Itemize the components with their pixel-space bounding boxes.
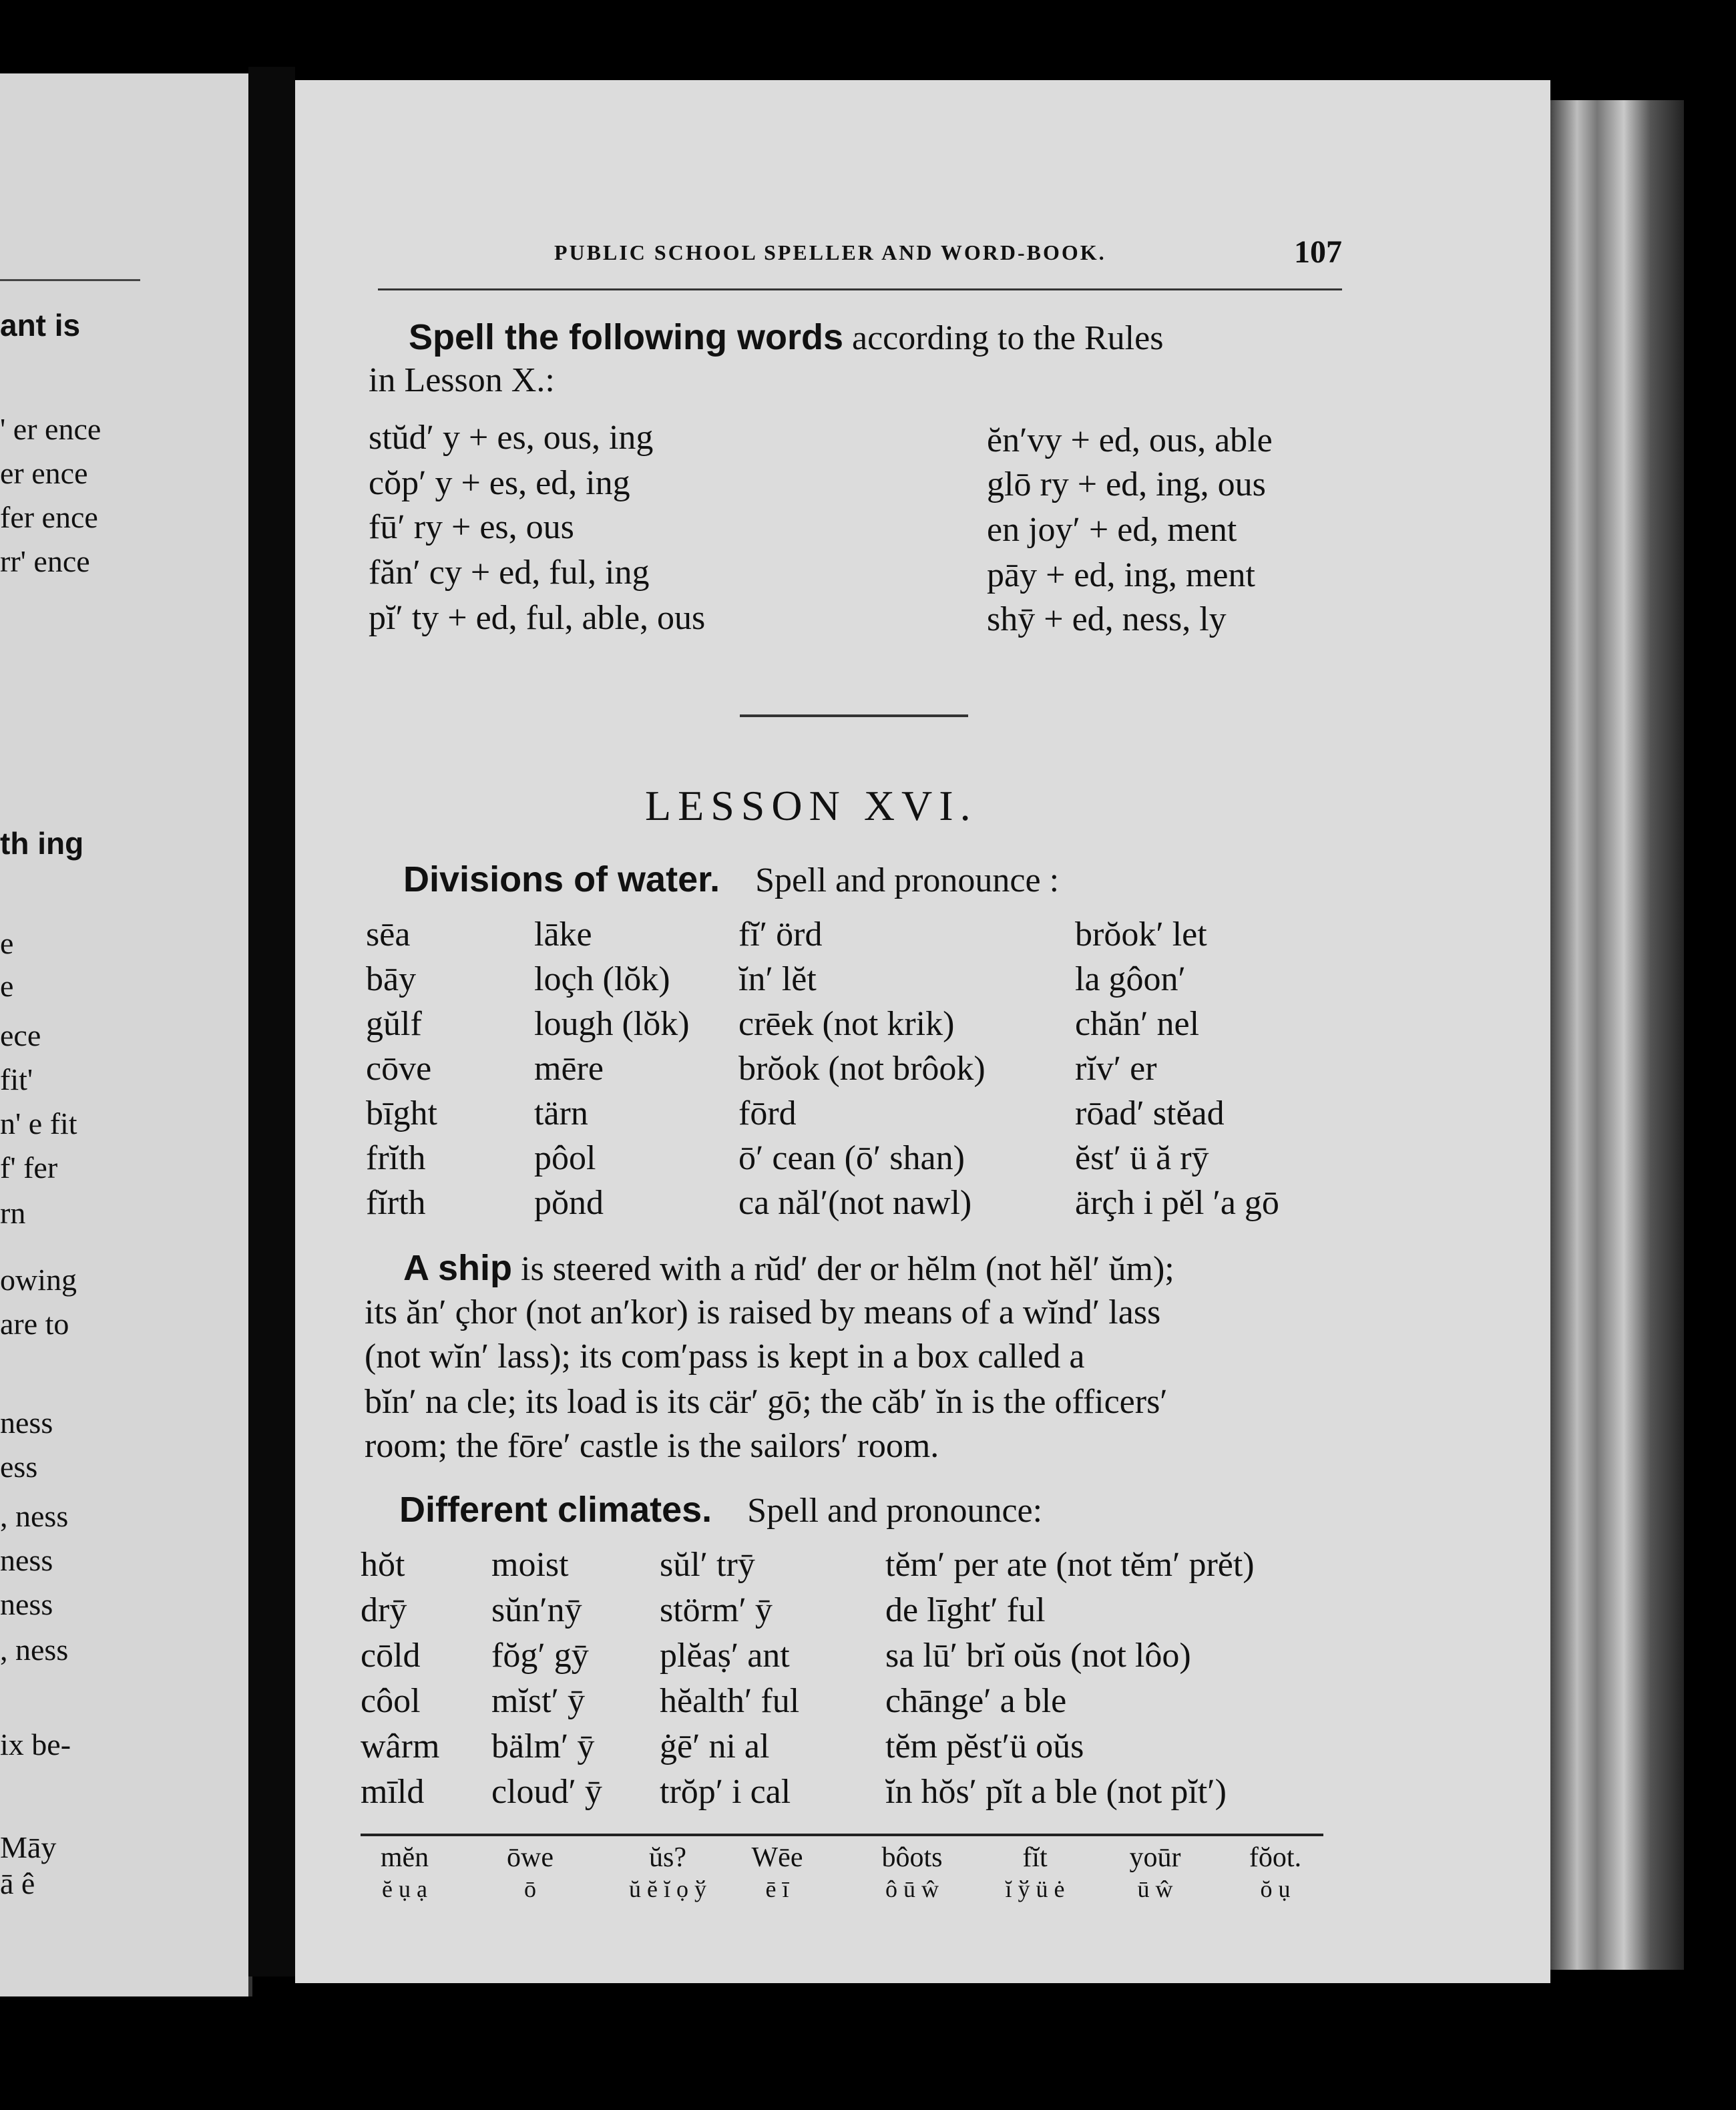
water-word: brŏok (not brôok) [738, 1050, 986, 1088]
water-word: fōrd [738, 1094, 797, 1132]
climates-word: côol [361, 1682, 421, 1720]
spell-heading-bold: Spell the following words [409, 317, 844, 357]
left-page-fragment: ' er ence [0, 412, 101, 446]
book-gutter [248, 67, 295, 1976]
left-page-fragment: er ence [0, 456, 88, 490]
water-word: mēre [534, 1050, 604, 1088]
spell-right-word: shȳ + ed, ness, ly [987, 600, 1227, 638]
ship-line [403, 1247, 1174, 1289]
key-word: Wēe [751, 1842, 803, 1873]
left-page-fragment: rr' ence [0, 544, 90, 578]
left-page-fragment: ā ê [0, 1866, 35, 1900]
water-word: pŏnd [534, 1184, 604, 1222]
left-page-fragment: ness [0, 1406, 53, 1440]
spell-left-word: fū′ ry + es, ous [369, 508, 574, 546]
key-marks: ĕ ụ ạ [382, 1876, 427, 1902]
climates-word: hŏt [361, 1546, 405, 1584]
section-divider [740, 714, 968, 717]
page-edges [1550, 100, 1684, 1970]
climates-word: drȳ [361, 1591, 407, 1629]
spell-right-word: pāy + ed, ing, ment [987, 556, 1255, 594]
spell-heading [409, 316, 1163, 358]
water-word: rĭv′ er [1075, 1050, 1157, 1088]
left-page-rule [0, 279, 140, 281]
spell-left-word: stŭd′ y + es, ous, ing [369, 419, 654, 457]
spell-heading-rest: according to the Rules [843, 319, 1164, 357]
spell-left-word: făn′ cy + ed, ful, ing [369, 554, 650, 592]
spell-left-word: cŏp′ y + es, ed, ing [369, 464, 630, 502]
water-word: fĭrth [366, 1184, 426, 1222]
climates-word: sa lū′ brĭ oŭs (not lôo) [885, 1637, 1191, 1675]
left-page-fragment: e [0, 969, 14, 1003]
climates-word: tĕm pĕst′ü oŭs [885, 1727, 1084, 1765]
ship-line: (not wĭn′ lass); its com′pass is kept in a box called a [365, 1337, 1085, 1376]
water-word: cōve [366, 1050, 432, 1088]
water-word: gŭlf [366, 1005, 422, 1043]
climates-word: fŏg′ gȳ [491, 1637, 589, 1675]
header-rule [378, 288, 1342, 290]
ship-lead: A ship [403, 1248, 513, 1288]
climates-word: bälm′ ȳ [491, 1727, 595, 1765]
spell-left-word: pĭ′ ty + ed, ful, able, ous [369, 599, 706, 637]
spell-right-word: glō ry + ed, ing, ous [987, 465, 1266, 503]
left-page-fragment: ess [0, 1450, 38, 1484]
lesson-title: LESSON XVI. [645, 782, 978, 829]
left-page-fragment: n' e fit [0, 1106, 77, 1140]
climates-word: sŭl′ trȳ [660, 1546, 755, 1584]
spell-right-word: ĕn′vy + ed, ous, able [987, 421, 1273, 459]
water-word: bāy [366, 960, 417, 998]
water-heading-rest: Spell and pronounce : [755, 861, 1060, 899]
left-page-fragment: rn [0, 1196, 26, 1230]
climates-word: trŏp′ i cal [660, 1773, 791, 1811]
key-word: yoūr [1129, 1842, 1181, 1873]
left-page-fragment: e [0, 926, 14, 960]
left-page-fragment: are to [0, 1307, 69, 1341]
climates-heading [399, 1489, 1042, 1530]
water-word: la gôon′ [1075, 960, 1186, 998]
climates-word: chānge′ a ble [885, 1682, 1067, 1720]
climates-word: störm′ ȳ [660, 1591, 773, 1629]
water-heading-bold: Divisions of water. [403, 859, 720, 899]
water-word: brŏok′ let [1075, 915, 1207, 954]
climates-word: moist [491, 1546, 569, 1584]
key-marks: ô ū ŵ [885, 1876, 939, 1902]
left-page-fragment: Māy [0, 1830, 57, 1864]
water-heading [403, 859, 1059, 900]
water-word: crēek (not krik) [738, 1005, 955, 1043]
climates-heading-bold: Different climates. [399, 1490, 712, 1530]
climates-word: ĭn hŏs′ pĭt a ble (not pĭt′) [885, 1773, 1227, 1811]
climates-word: ġē′ ni al [660, 1727, 770, 1765]
page-number: 107 [1294, 234, 1342, 270]
climates-word: de līght′ ful [885, 1591, 1046, 1629]
key-word: fĭt [1022, 1842, 1048, 1873]
water-word: ca năl′(not nawl) [738, 1184, 972, 1222]
climates-word: sŭn′nȳ [491, 1591, 582, 1629]
left-page-fragment: fer ence [0, 500, 98, 534]
spell-right-word: en joy′ + ed, ment [987, 511, 1237, 549]
water-word: chăn′ nel [1075, 1005, 1200, 1043]
ship-line: room; the fōre′ castle is the sailors′ room. [365, 1427, 939, 1465]
climates-word: hĕalth′ ful [660, 1682, 800, 1720]
key-word: ōwe [507, 1842, 554, 1873]
key-marks: ĭ ў ü ė [1005, 1876, 1065, 1902]
spell-heading-line2: in Lesson X.: [369, 361, 555, 399]
ship-line-text: is steered with a rŭd′ der or hĕlm (not hĕl′ ŭm); [512, 1250, 1174, 1288]
climates-word: mĭst′ ȳ [491, 1682, 585, 1720]
climates-word: plĕaṣ′ ant [660, 1637, 790, 1675]
key-word: fŏot. [1249, 1842, 1302, 1873]
water-word: rōad′ stĕad [1075, 1094, 1225, 1132]
climates-heading-rest: Spell and pronounce: [747, 1492, 1043, 1530]
water-word: ĕst′ ü ă rȳ [1075, 1139, 1209, 1177]
left-page-fragment: ix be- [0, 1727, 71, 1761]
climates-word: wârm [361, 1727, 440, 1765]
water-word: lāke [534, 915, 592, 954]
water-word: ō′ cean (ō′ shan) [738, 1139, 965, 1177]
key-marks: ō [524, 1876, 536, 1902]
water-word: loçh (lŏk) [534, 960, 670, 998]
key-rule [361, 1834, 1323, 1836]
left-page-fragment: ant is [0, 308, 81, 343]
water-word: pôol [534, 1139, 596, 1177]
ship-line: its ăn′ çhor (not an′kor) is raised by means of a wĭnd′ lass [365, 1293, 1161, 1331]
key-marks: ū ŵ [1137, 1876, 1173, 1902]
left-page-fragment: fit' [0, 1062, 33, 1096]
water-word: bīght [366, 1094, 437, 1132]
left-page-fragment: ness [0, 1543, 53, 1577]
climates-word: tĕm′ per ate (not tĕm′ prĕt) [885, 1546, 1255, 1584]
key-marks: ŏ ụ [1260, 1876, 1291, 1902]
left-page-fragment: ness [0, 1587, 53, 1621]
water-word: lough (lŏk) [534, 1005, 690, 1043]
ship-line: bĭn′ na cle; its load is its cär′ gō; the căb′ ĭn is the officers′ [365, 1383, 1168, 1421]
key-word: mĕn [380, 1842, 429, 1873]
water-word: sēa [366, 915, 411, 954]
water-word: fĭ′ örd [738, 915, 823, 954]
left-page-fragment: f' fer [0, 1150, 58, 1185]
left-page-fragment: th ing [0, 826, 84, 861]
water-word: ärçh i pĕl ′a gō [1075, 1184, 1279, 1222]
left-page-fragment: ece [0, 1018, 41, 1052]
water-word: ĭn′ lĕt [738, 960, 817, 998]
key-word: bôots [881, 1842, 943, 1873]
key-marks: ŭ ĕ ĭ ọ ў [629, 1876, 706, 1902]
water-word: tärn [534, 1094, 588, 1132]
key-marks: ē ī [765, 1876, 789, 1902]
climates-word: cloud′ ȳ [491, 1773, 602, 1811]
climates-word: mīld [361, 1773, 425, 1811]
left-page-fragment: owing [0, 1263, 77, 1297]
running-title: PUBLIC SCHOOL SPELLER AND WORD-BOOK. [554, 240, 1106, 264]
left-page-fragment: , ness [0, 1633, 69, 1667]
key-word: ŭs? [649, 1842, 686, 1873]
water-word: frĭth [366, 1139, 426, 1177]
left-page-fragment: , ness [0, 1499, 69, 1533]
climates-word: cōld [361, 1637, 421, 1675]
